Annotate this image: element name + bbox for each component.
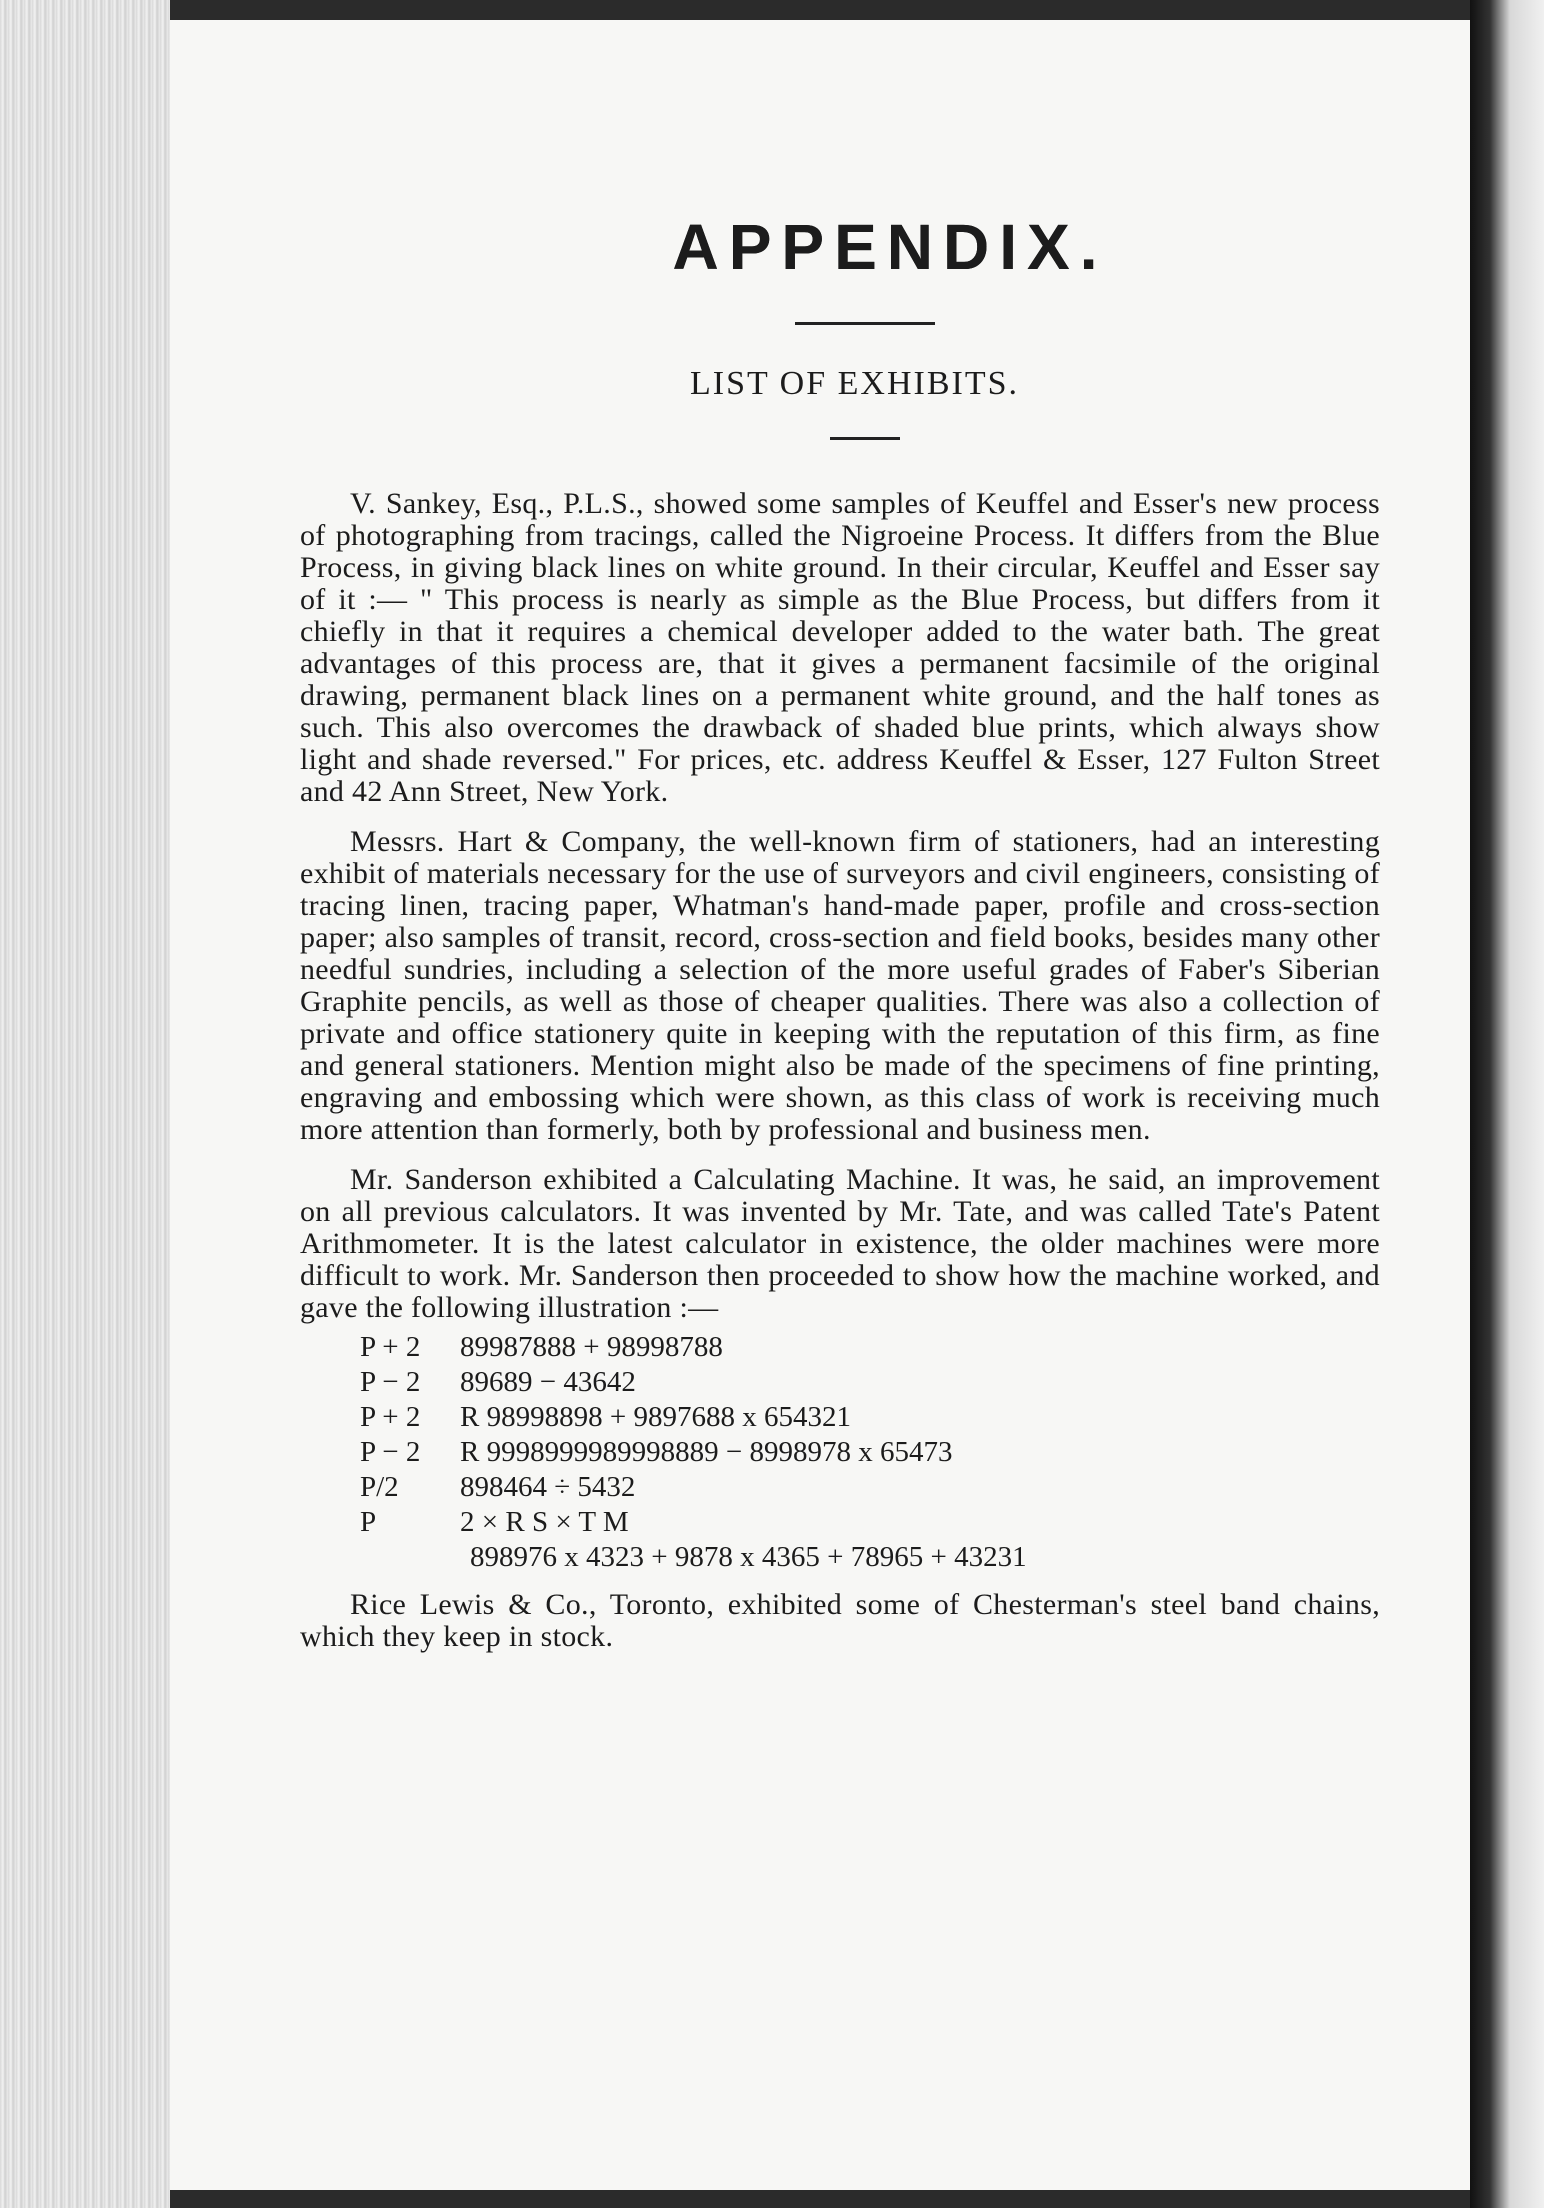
formula-operator: P − 2 bbox=[360, 1366, 421, 1398]
title-rule bbox=[795, 322, 935, 325]
calculation-examples bbox=[300, 1330, 1380, 1575]
formula-expression: R 98998898 + 9897688 x 654321 bbox=[460, 1401, 851, 1433]
formula-expression: 898464 ÷ 5432 bbox=[460, 1471, 636, 1503]
page-content bbox=[300, 210, 1380, 1653]
formula-expression: 89689 − 43642 bbox=[460, 1366, 636, 1398]
formula-operator: P + 2 bbox=[360, 1401, 421, 1433]
formula-expression: 89987888 + 98998788 bbox=[460, 1331, 723, 1363]
formula-line bbox=[470, 1540, 1380, 1575]
formula-operator: P/2 bbox=[360, 1471, 399, 1503]
formula-operator: P − 2 bbox=[360, 1436, 421, 1468]
formula-line bbox=[360, 1505, 1380, 1540]
section-rule bbox=[830, 437, 900, 440]
formula-line bbox=[360, 1330, 1380, 1365]
formula-operator: P + 2 bbox=[360, 1331, 421, 1363]
page-title: APPENDIX. bbox=[672, 211, 1108, 283]
section-heading: LIST OF EXHIBITS. bbox=[690, 365, 1019, 402]
formula-line bbox=[360, 1470, 1380, 1505]
formula-line bbox=[360, 1400, 1380, 1435]
book-page-edges bbox=[0, 0, 170, 2208]
document-page bbox=[170, 20, 1470, 2190]
paragraph-sanderson: Mr. Sanderson exhibited a Calculating Machine. It was, he said, an improvement on all previous calculators. It was invented by Mr. Tate, and was called Tate's Patent Arithmometer. It is the latest calculator in existence, the older machines were more difficult to work. Mr. Sanderson then proceeded to show how the machine worked, and gave the following illustration :— bbox=[300, 1163, 1380, 1324]
formula-line bbox=[360, 1365, 1380, 1400]
paragraph-sankey: V. Sankey, Esq., P.L.S., showed some samples of Keuffel and Esser's new process of photographing from tracings, called the Nigroeine Process. It differs from the Blue Process, in giving black lines on white ground. In their circular, Keuffel and Esser say of it :— " This process is nearly as simple as the Blue Process, but differs from it chiefly in that it requires a chemical developer added to the water bath. The great advantages of this process are, that it gives a permanent facsimile of the original drawing, permanent black lines on a permanent white ground, and the half tones as such. This also overcomes the drawback of shaded blue prints, which always show light and shade reversed." For prices, etc. address Keuffel & Esser, 127 Fulton Street and 42 Ann Street, New York. bbox=[300, 487, 1380, 808]
formula-expression: 898976 x 4323 + 9878 x 4365 + 78965 + 43231 bbox=[470, 1541, 1027, 1573]
facing-page-edge bbox=[1470, 0, 1544, 2208]
paragraph-hart-company: Messrs. Hart & Company, the well-known firm of stationers, had an interesting exhibit of materials necessary for the use of surveyors and civil engineers, consisting of tracing linen, tracing paper, Whatman's hand-made paper, profile and cross-section paper; also samples of transit, record, cross-section and field books, besides many other needful sundries, including a selection of the more useful grades of Faber's Siberian Graphite pencils, as well as those of cheaper qualities. There was also a collection of private and office stationery quite in keeping with the reputation of this firm, as fine and general stationers. Mention might also be made of the specimens of fine printing, engraving and embossing which were shown, as this class of work is receiving much more attention than formerly, both by professional and business men. bbox=[300, 825, 1380, 1146]
formula-operator: P bbox=[360, 1506, 377, 1538]
formula-expression: 2 × R S × T M bbox=[460, 1506, 629, 1538]
formula-line bbox=[360, 1435, 1380, 1470]
paragraph-rice-lewis: Rice Lewis & Co., Toronto, exhibited some of Chesterman's steel band chains, which they keep in stock. bbox=[300, 1588, 1380, 1653]
formula-expression: R 9998999989998889 − 8998978 x 65473 bbox=[460, 1436, 953, 1468]
